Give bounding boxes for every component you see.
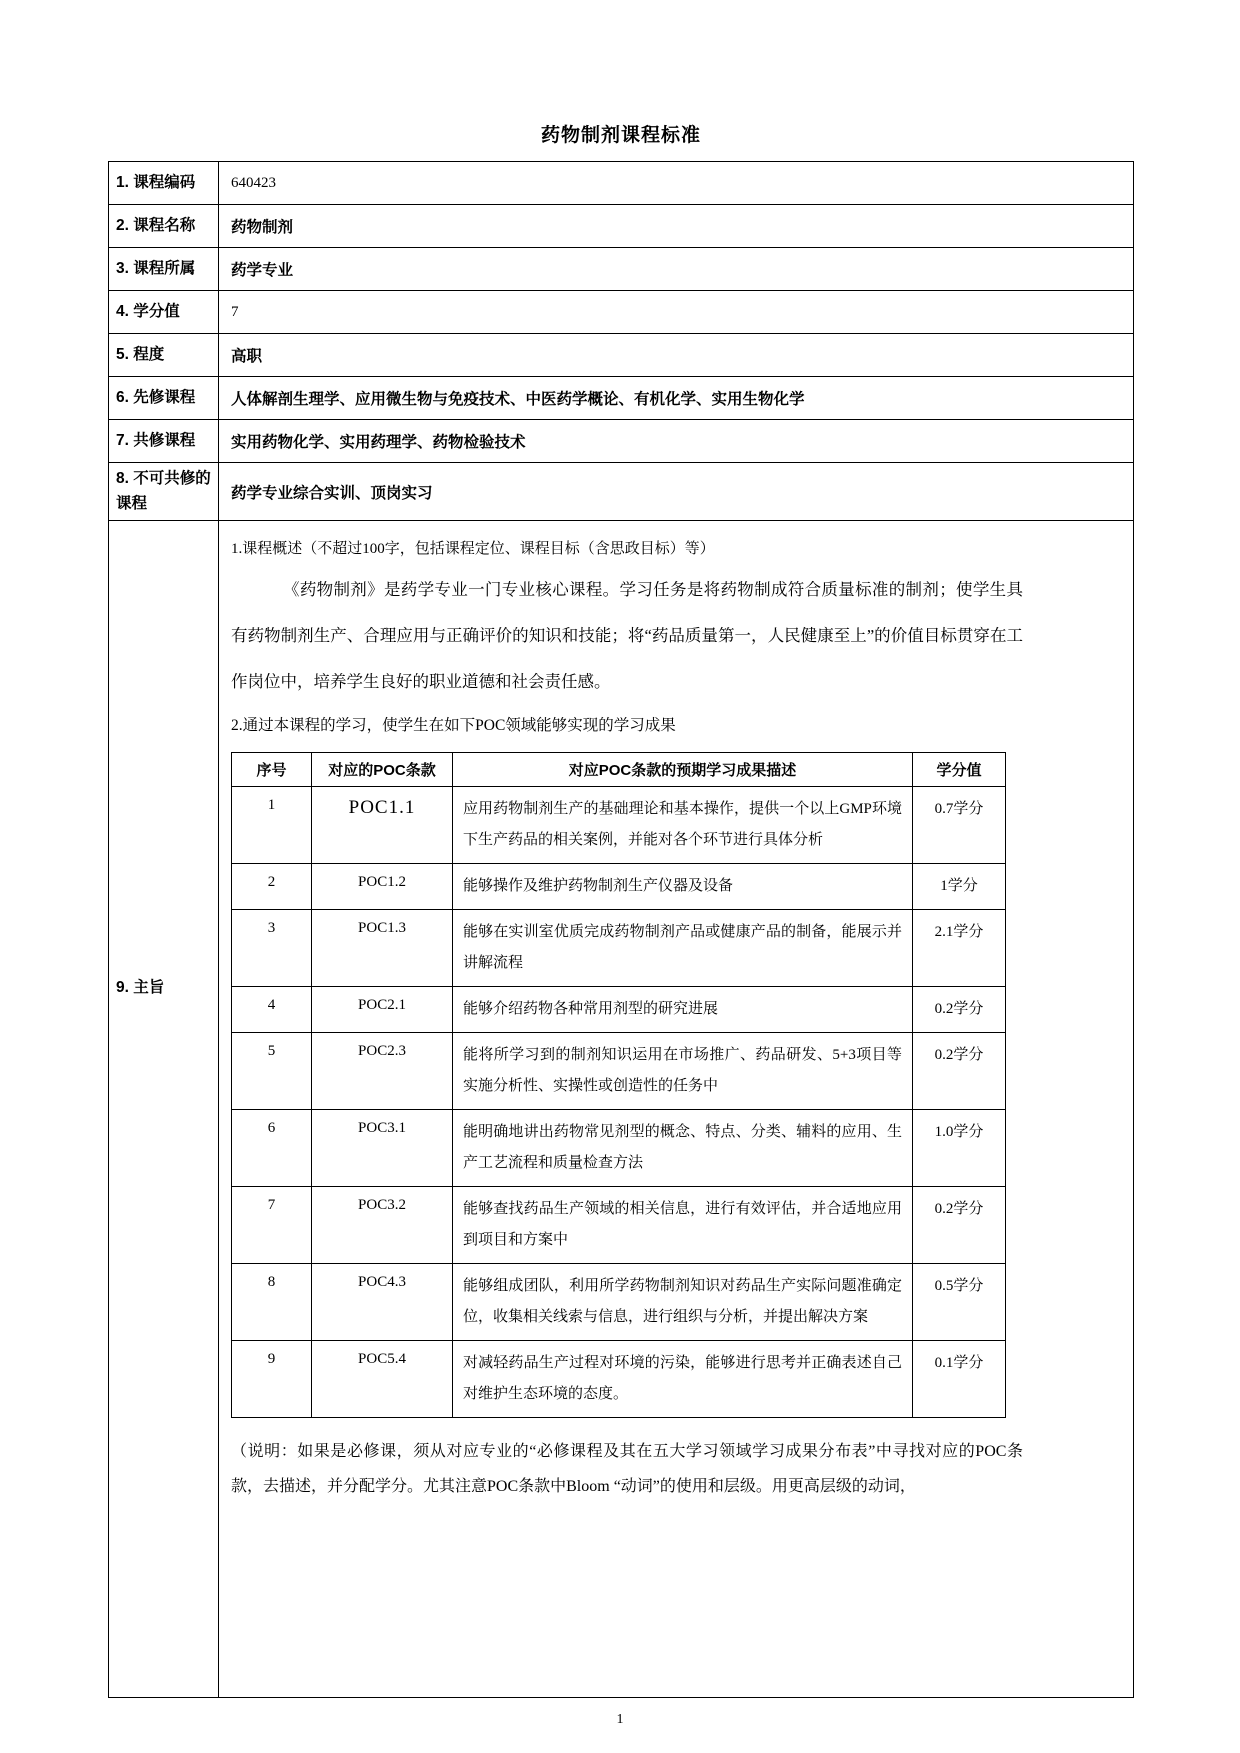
outcome-description: 应用药物制剂生产的基础理论和基本操作，提供一个以上GMP环境下生产药品的相关案例，并能对各个环节进行具体分析 [453,787,913,864]
credit-value: 2.1学分 [913,910,1006,987]
table-row [109,205,1134,248]
outcome-description: 能够在实训室优质完成药物制剂产品或健康产品的制备，能展示并讲解流程 [453,910,913,987]
field-label-course-name: 2. 课程名称 [109,205,219,248]
table-row [109,291,1134,334]
outcome-row [232,910,1006,987]
field-label-exclusions: 8. 不可共修的课程 [109,463,219,521]
outcomes-table [231,752,1006,1418]
table-row [109,463,1134,521]
outcome-row [232,864,1006,910]
note-text: （说明：如果是必修课，须从对应专业的“必修课程及其在五大学习领域学习成果分布表”中寻找对应的POC条款，去描述，并分配学分。尤其注意POC条款中Bloom “动词”的使用和层级。用更高层级的动词， [231,1443,1023,1496]
field-label-level: 5. 程度 [109,334,219,377]
outcome-row [232,1264,1006,1341]
row-number: 3 [232,910,312,987]
credit-value: 0.2学分 [913,987,1006,1033]
field-label-course-code: 1. 课程编码 [109,162,219,205]
row-number: 8 [232,1264,312,1341]
credit-value: 0.2学分 [913,1033,1006,1110]
outcome-description: 能够操作及维护药物制剂生产仪器及设备 [453,864,913,910]
poc-code: POC2.1 [312,987,453,1033]
header-poc-clause: 对应的POC条款 [312,753,453,787]
outcome-row [232,1187,1006,1264]
field-label-credit-value: 4. 学分值 [109,291,219,334]
row-number: 7 [232,1187,312,1264]
outcome-row [232,787,1006,864]
row-number: 5 [232,1033,312,1110]
outcome-row [232,987,1006,1033]
row-number: 4 [232,987,312,1033]
field-value-level: 高职 [219,334,1134,377]
outcome-row [232,1033,1006,1110]
outcome-description: 能将所学习到的制剂知识运用在市场推广、药品研发、5+3项目等实施分析性、实操性或创造性的任务中 [453,1033,913,1110]
credit-value: 0.7学分 [913,787,1006,864]
field-label-corequisites: 7. 共修课程 [109,420,219,463]
header-outcome-description: 对应POC条款的预期学习成果描述 [453,753,913,787]
outcome-description: 能够组成团队，利用所学药物制剂知识对药品生产实际问题准确定位，收集相关线索与信息，进行组织与分析，并提出解决方案 [453,1264,913,1341]
poc-code: POC1.3 [312,910,453,987]
outcome-description: 能够介绍药物各种常用剂型的研究进展 [453,987,913,1033]
overview-paragraph: 《药物制剂》是药学专业一门专业核心课程。学习任务是将药物制成符合质量标准的制剂；使学生具有药物制剂生产、合理应用与正确评价的知识和技能；将“药品质量第一，人民健康至上”的价值目标贯穿在工作岗位中，培养学生良好的职业道德和社会责任感。 [231,580,1023,691]
outcomes-header-row [232,753,1006,787]
row-number: 1 [232,787,312,864]
field-label-course-program: 3. 课程所属 [109,248,219,291]
poc-code: POC3.1 [312,1110,453,1187]
credit-value: 0.5学分 [913,1264,1006,1341]
table-row [109,334,1134,377]
header-credit-value: 学分值 [913,753,1006,787]
table-row [109,248,1134,291]
credit-value: 1.0学分 [913,1110,1006,1187]
credit-value: 0.2学分 [913,1187,1006,1264]
main-section-content [231,537,1023,1677]
header-serial-number: 序号 [232,753,312,787]
table-row [109,420,1134,463]
field-label-purpose: 9. 主旨 [109,521,219,1698]
document-title: 药物制剂课程标准 [540,125,701,146]
row-number: 6 [232,1110,312,1187]
poc-code: POC1.1 [312,787,453,864]
table-row-main [109,521,1134,1698]
outcome-description: 能够查找药品生产领域的相关信息，进行有效评估，并合适地应用到项目和方案中 [453,1187,913,1264]
poc-code: POC1.2 [312,864,453,910]
poc-code: POC2.3 [312,1033,453,1110]
credit-value: 1学分 [913,864,1006,910]
poc-code: POC4.3 [312,1264,453,1341]
field-value-credit-value: 7 [219,291,1134,334]
page-number: 1 [616,1712,624,1727]
outcome-description: 能明确地讲出药物常见剂型的概念、特点、分类、辅料的应用、生产工艺流程和质量检查方法 [453,1110,913,1187]
document-page [108,120,1134,1698]
course-info-table [108,161,1134,1698]
poc-code: POC5.4 [312,1341,453,1418]
field-value-course-name: 药物制剂 [219,205,1134,248]
overview-heading: 1.课程概述（不超过100字，包括课程定位、课程目标（含思政目标）等） [231,541,715,557]
credit-value: 0.1学分 [913,1341,1006,1418]
row-number: 9 [232,1341,312,1418]
field-value-course-code: 640423 [219,162,1134,205]
main-section-cell [219,521,1134,1698]
outcomes-heading: 2.通过本课程的学习，使学生在如下POC领域能够实现的学习成果 [231,717,676,734]
row-number: 2 [232,864,312,910]
field-label-prerequisites: 6. 先修课程 [109,377,219,420]
field-value-exclusions: 药学专业综合实训、顶岗实习 [219,463,1134,521]
table-row [109,377,1134,420]
table-row [109,162,1134,205]
outcome-description: 对减轻药品生产过程对环境的污染，能够进行思考并正确表述自己对维护生态环境的态度。 [453,1341,913,1418]
outcome-row [232,1110,1006,1187]
outcome-row [232,1341,1006,1418]
poc-code: POC3.2 [312,1187,453,1264]
field-value-course-program: 药学专业 [219,248,1134,291]
field-value-prerequisites: 人体解剖生理学、应用微生物与免疫技术、中医药学概论、有机化学、实用生物化学 [219,377,1134,420]
field-value-corequisites: 实用药物化学、实用药理学、药物检验技术 [219,420,1134,463]
